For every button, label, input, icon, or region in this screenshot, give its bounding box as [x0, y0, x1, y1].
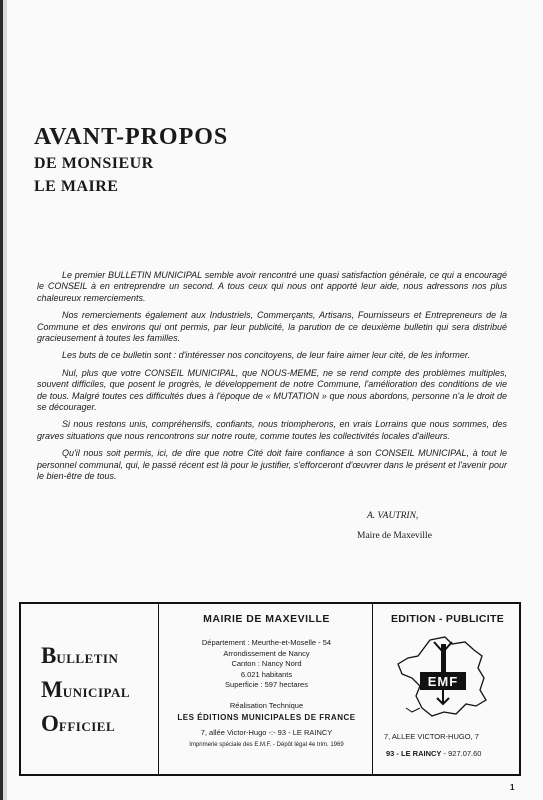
title-block: [34, 122, 228, 198]
mairie-info-column: [160, 604, 373, 774]
advertising-phone-line: 93 - LE RAINCY - 927.07.60: [386, 749, 482, 758]
foreword-body: [37, 270, 507, 489]
paragraph: Qu'il nous soit permis, ici, de dire que notre Cité doit faire confiance à son CONSEIL MUNICIPAL, à tout le personnel communal, qui, le passé récent est là pour le justifier, s'efforceront d'œuvrer dans le présent et l'avenir pour le bien-être de tous.: [37, 448, 507, 482]
edition-publicite-title: EDITION - PUBLICITE: [390, 613, 505, 625]
paragraph: Les buts de ce bulletin sont : d'intéresser nos concitoyens, de leur faire aimer leur cité, de les informer.: [62, 350, 471, 361]
info-line: Département : Meurthe-et-Moselle - 54: [201, 638, 332, 647]
edition-publicite-column: [374, 604, 521, 774]
page-number: 1: [510, 783, 515, 792]
bulletin-municipal-officiel-masthead: [41, 640, 130, 742]
page-subtitle-line1: DE MONSIEUR: [34, 155, 154, 172]
advertising-address: 7, ALLEE VICTOR-HUGO, 7: [384, 732, 479, 741]
signature-name: A. VAUTRIN,: [367, 511, 419, 521]
page-title: AVANT-PROPOS: [34, 124, 229, 150]
masthead-line-1: BULLETIN: [41, 643, 119, 668]
page-subtitle-line2: LE MAIRE: [34, 178, 119, 195]
info-line: Superficie : 597 hectares: [225, 680, 308, 689]
paragraph: Nos remerciements également aux Industriels, Commerçants, Artisans, Fournisseurs et Entrepreneurs de la Commune et des environs qui ont permis, par leur publicité, la parution de ce deuxième bulletin qui sera distribué gracieusement à toutes les familles.: [37, 310, 507, 344]
info-line: Canton : Nancy Nord: [231, 659, 302, 668]
masthead-line-3: OFFICIEL: [41, 711, 116, 736]
svg-text:EMF: EMF: [427, 674, 459, 689]
signature-block: [357, 506, 432, 546]
masthead-line-2: MUNICIPAL: [41, 677, 131, 702]
publisher-name: LES ÉDITIONS MUNICIPALES DE FRANCE: [177, 712, 356, 722]
paragraph: Le premier BULLETIN MUNICIPAL semble avoir rencontré une quasi satisfaction générale, ce qui a encouragé le CONSEIL à en entreprendre un second. A tous ceux qui nous ont apporté leur aide, nous adressons nos plus chaleureux remerciements.: [37, 270, 507, 303]
column-divider: [158, 604, 159, 774]
publisher-address: 7, allée Victor-Hugo -:- 93 - LE RAINCY: [200, 727, 333, 737]
emf-france-map-logo: [390, 634, 496, 719]
paragraph: Si nous restons unis, compréhensifs, confiants, nous triompherons, en vrais Lorrains que nous sommes, des graves situations que nous rencontrons sur notre route, comme toutes les collectivités locales d'ailleurs.: [37, 419, 507, 441]
realisation-label: Réalisation Technique: [229, 700, 304, 710]
signature-role: Maire de Maxeville: [357, 531, 432, 541]
commune-info: [160, 638, 373, 691]
mairie-title: MAIRIE DE MAXEVILLE: [203, 613, 330, 625]
footer-colophon-box: [19, 602, 521, 776]
info-line: Arrondissement de Nancy: [223, 648, 310, 658]
legal-deposit: Imprimerie spéciale des E.M.F. - Dépôt légal 4e trim. 1969: [189, 741, 344, 748]
info-line: 6.021 habitants: [240, 669, 293, 679]
paragraph: Nul, plus que votre CONSEIL MUNICIPAL, que NOUS-MEME, ne se rend compte des problèmes multiples, souvent difficiles, que posent le progrès, le développement de notre Commune, l'amélioration des conditions de vie de tous. Malgré toutes ces difficultés dues à l'époque de « MUTATION » que nous abordons, personne n'a le droit de se décourager.: [37, 367, 507, 413]
page-binding-shadow: [3, 0, 7, 800]
